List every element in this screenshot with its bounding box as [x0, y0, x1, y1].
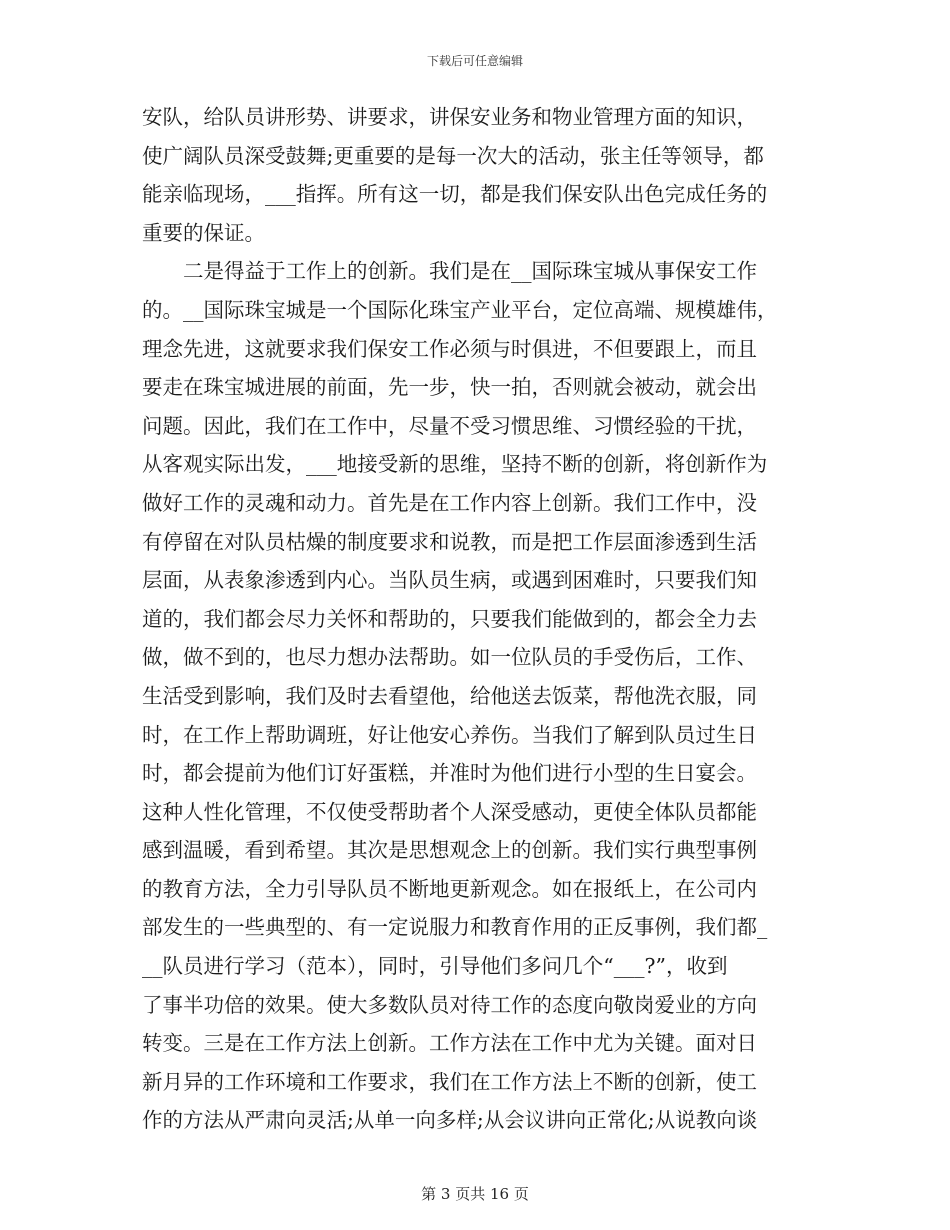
text-line: 时，都会提前为他们订好蛋糕，并准时为他们进行小型的生日宴会。: [142, 761, 757, 786]
text-line: 问题。因此，我们在工作中，尽量不受习惯思维、习惯经验的干扰，: [142, 413, 757, 438]
text-line: 做好工作的灵魂和动力。首先是在工作内容上创新。我们工作中，没: [142, 490, 757, 515]
text-line: 使广阔队员深受鼓舞;更重要的是每一次大的活动，张主任等领导，都: [142, 143, 764, 168]
text-line: 这种人性化管理，不仅使受帮助者个人深受感动，更使全体队员都能: [142, 799, 757, 824]
text-line: 新月异的工作环境和工作要求，我们在工作方法上不断的创新，使工: [142, 1069, 757, 1094]
text-line: 做，做不到的，也尽力想办法帮助。如一位队员的手受伤后，工作、: [142, 645, 757, 670]
text-line: 能亲临现场，___指挥。所有这一切，都是我们保安队出色完成任务的: [142, 182, 768, 207]
page-header: 下载后可任意编辑: [426, 54, 523, 68]
text-line: 部发生的一些典型的、有一定说服力和教育作用的正反事例，我们都_: [142, 915, 768, 940]
text-line: 生活受到影响，我们及时去看望他，给他送去饭菜，帮他洗衣服，同: [142, 683, 757, 708]
text-line: 时，在工作上帮助调班，好让他安心养伤。当我们了解到队员过生日: [142, 722, 757, 747]
text-line: 理念先进，这就要求我们保安工作必须与时俱进，不但要跟上，而且: [142, 336, 757, 361]
text-line: 的。__国际珠宝城是一个国际化珠宝产业平台，定位高端、规模雄伟，: [142, 297, 778, 322]
text-line: 层面，从表象渗透到内心。当队员生病，或遇到困难时，只要我们知: [142, 568, 757, 593]
text-line: 二是得益于工作上的创新。我们是在__国际珠宝城从事保安工作: [142, 259, 757, 284]
text-line: 有停留在对队员枯燥的制度要求和说教，而是把工作层面渗透到生活: [142, 529, 757, 554]
document-body: [142, 98, 808, 1140]
text-line: 的教育方法，全力引导队员不断地更新观念。如在报纸上，在公司内: [142, 876, 757, 901]
text-line: 转变。三是在工作方法上创新。工作方法在工作中尤为关键。面对日: [142, 1031, 757, 1056]
text-line: __队员进行学习（范本），同时，引导他们多问几个“___?”，收到: [142, 954, 728, 979]
page-footer: 第 3 页共 16 页: [421, 1185, 529, 1203]
text-line: 道的，我们都会尽力关怀和帮助的，只要我们能做到的，都会全力去: [142, 606, 757, 631]
text-line: 安队，给队员讲形势、讲要求，讲保安业务和物业管理方面的知识，: [142, 105, 757, 129]
text-line: 从客观实际出发，___地接受新的思维，坚持不断的创新，将创新作为: [142, 452, 768, 477]
text-line: 作的方法从严肃向灵活;从单一向多样;从会议讲向正常化;从说教向谈: [142, 1108, 758, 1133]
text-line: 重要的保证。: [142, 220, 265, 245]
text-line: 感到温暖，看到希望。其次是思想观念上的创新。我们实行典型事例: [142, 838, 757, 863]
text-line: 了事半功倍的效果。使大多数队员对待工作的态度向敬岗爱业的方向: [142, 992, 757, 1017]
text-line: 要走在珠宝城进展的前面，先一步，快一拍，否则就会被动，就会出: [142, 375, 757, 400]
